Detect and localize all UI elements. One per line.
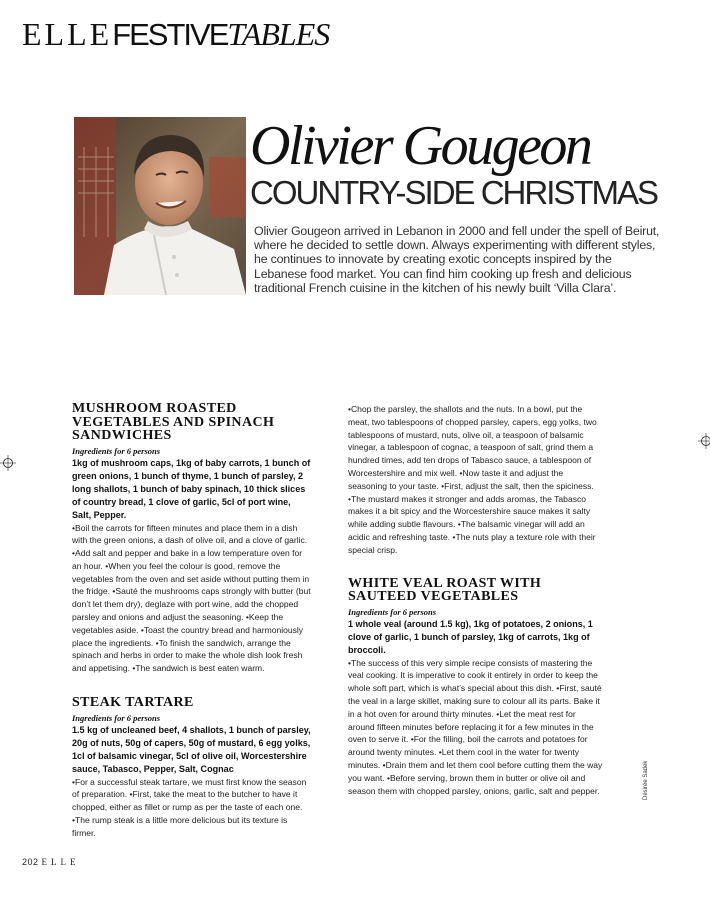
recipe-servings: Ingredients for 6 persons	[72, 445, 161, 456]
recipe-ingredients: 1 whole veal (around 1.5 kg), 1kg of potatoes, 2 onions, 1 clove of garlic, 1 bunch of parsley, 1kg of carrots, 1kg of broccoli.	[348, 618, 593, 655]
chef-intro-paragraph: Olivier Gougeon arrived in Lebanon in 2000 and fell under the spell of Beirut, where he decided to settle down. Always experimenting with different styles, he continues to innovate by creating exotic concepts inspired by the Lebanese food market. You can find him cooking up fresh and delicious traditional French cuisine in the kitchen of his newly built ‘Villa Clara’.	[254, 224, 660, 295]
recipe-method: •For a successful steak tartare, we must first know the season of preparation. •First, take the meat to the butcher to have it chopped, either as fillet or rump as per the taste of each one. •The rump steak is a little more delicious but its texture is firmer.	[72, 776, 307, 838]
right-column	[348, 403, 604, 797]
recipe-mushroom-sandwiches	[72, 402, 312, 675]
chef-portrait-icon	[74, 117, 246, 295]
masthead-elle: ELLE	[22, 16, 113, 52]
chef-name-heading: Olivier Gougeon	[250, 115, 591, 177]
photo-credit: Désirée Sadek	[643, 760, 649, 800]
registration-mark-icon	[698, 433, 710, 449]
recipe-steak-tartare	[72, 696, 312, 839]
recipe-ingredients: 1kg of mushroom caps, 1kg of baby carrots, 1 bunch of green onions, 1 bunch of thyme, 1 bunch of parsley, 2 long shallots, 1 bunch of baby spinach, 10 thick slices of country bread, 1 clove of garlic, 5cl of port wine, Salt, Pepper.	[72, 457, 311, 520]
recipe-title: STEAK TARTARE	[72, 695, 194, 711]
recipe-title: WHITE VEAL ROAST WITH SAUTEED VEGETABLES	[348, 575, 542, 605]
recipe-veal-roast	[348, 577, 604, 798]
recipe-ingredients: 1.5 kg of uncleaned beef, 4 shallots, 1 bunch of parsley, 20g of nuts, 50g of capers, 50g of mustard, 6 egg yolks, 1cl of balsamic vinegar, 5cl of olive oil, Worcestershire sauce, Tabasco, Pepper, Salt, Cognac	[72, 724, 311, 774]
recipe-servings: Ingredients for 6 persons	[348, 606, 437, 617]
masthead-festive: FESTIVE	[112, 17, 228, 52]
left-column	[72, 402, 312, 840]
chef-photo	[74, 117, 246, 295]
recipe-method: •Boil the carrots for fifteen minutes and place them in a dish with the green onions, a dash of olive oil, and a clove of garlic. •Add salt and pepper and bake in a low temperature oven for an hour. •When you feel the colour is good, remove the vegetables from the oven and set aside without putting them in the fridge. •Sauté the mushrooms caps strongly with butter (but don’t let them dry), deglaze with port wine, add the chopped parsley and onions and adjust the seasoning. •Keep the vegetables aside. •Toast the country bread and harmoniously place the ingredients. •To finish the sandwich, arrange the spinach and herbs in order to make the whole dish look fresh and appetising. •The sandwich is best eaten warm.	[72, 522, 311, 674]
page-number: 202	[22, 857, 39, 867]
page-folio	[22, 857, 80, 867]
feature-subtitle: COUNTRY-SIDE CHRISTMAS	[250, 174, 658, 211]
masthead	[22, 16, 329, 56]
recipe-method-continued: •Chop the parsley, the shallots and the nuts. In a bowl, put the meat, two tablespoons of chopped parsley, capers, egg yolks, two tablespoons of mustard, nuts, olive oil, a teaspoon of balsamic vinegar, a tablespoon of cognac, a teaspoon of salt, grind them a hundred times, add ten drops of Tabasco sauce, a tablespoon of Worcestershire and mix well. •Now taste it and adjust the seasoning to your taste. •First, adjust the salt, then the spiciness. •The mustard makes it stronger and adds aromas, the Tabasco makes it a bit spicy and the Worcestershire sauce makes it salty while adding subtle flavours. •The balsamic vinegar will add an acidic and refreshing taste. •The nuts play a texture role with their special crisp.	[348, 404, 597, 555]
registration-mark-icon	[0, 455, 16, 471]
folio-brand: ELLE	[41, 857, 80, 867]
masthead-tables: TABLES	[227, 16, 330, 52]
recipe-title: MUSHROOM ROASTED VEGETABLES AND SPINACH SANDWICHES	[72, 401, 275, 443]
recipe-servings: Ingredients for 6 persons	[72, 712, 161, 723]
recipe-method: •The success of this very simple recipe consists of mastering the veal cooking. It is imperative to cook it entirely in order to keep the whole soft part, which is what’s special about this dish. •First, sauté the veal in a large skillet, making sure to colour all its parts. Bake it in a hot oven for around thirty minutes. •Let the meat rest for around fifteen minutes before replacing it for a few minutes in the oven to serve it. •For the filling, boil the carrots and potatoes for around twenty minutes. •Let them cool in the water for twenty minutes. •Drain them and let them cool before cutting them the way you want. •Before serving, brown them in butter or olive oil and season them with chopped parsley, onions, garlic, salt and pepper.	[348, 657, 603, 796]
